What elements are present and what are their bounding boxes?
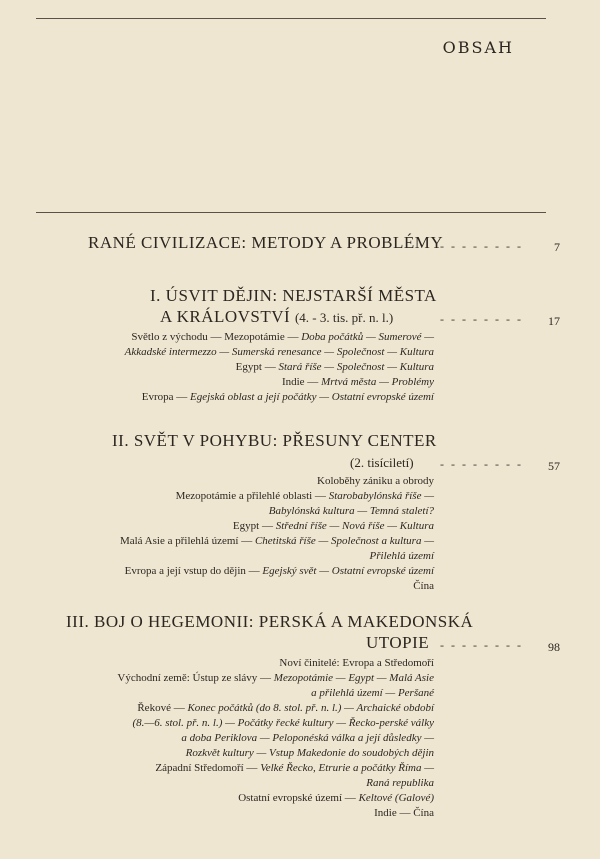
page-number: 57: [548, 459, 560, 473]
toc-entry-title-cont[interactable]: [350, 452, 414, 472]
toc-entry-title[interactable]: II. SVĚT V POHYBU: PŘESUNY CENTER: [112, 431, 437, 450]
toc-subline: Egypt — Stará říše — Společnost — Kultura: [235, 361, 434, 373]
toc-subline: Indie — Čína: [374, 807, 434, 819]
toc-subline: a přilehlá území — Peršané: [311, 687, 434, 699]
toc-entry-title[interactable]: I. ÚSVIT DĚJIN: NEJSTARŠÍ MĚSTA: [150, 286, 437, 305]
toc-entry-title[interactable]: III. BOJ O HEGEMONII: PERSKÁ A MAKEDONSKÁ: [66, 612, 474, 631]
leader-dots: - - - - - - - -: [440, 312, 523, 326]
toc-subline: Ostatní evropské území — Keltové (Galové): [238, 792, 434, 804]
toc-subline: Rozkvět kultury — Vstup Makedonie do soudobých dějin: [185, 747, 434, 759]
page-heading: OBSAH: [442, 38, 514, 57]
title-text: A KRÁLOVSTVÍ: [160, 307, 291, 326]
toc-entry-title-cont[interactable]: [160, 307, 393, 327]
toc-subline: Malá Asie a přilehlá území — Chetitská říše — Společnost a kultura —: [119, 535, 434, 547]
toc-subline: Přilehlá území: [369, 550, 434, 562]
toc-subline: Egypt — Střední říše — Nová říše — Kultura: [232, 520, 434, 532]
toc-subline: Řekové — Konec počátků (do 8. stol. př. n. l.) — Archaické období: [137, 702, 434, 714]
leader-dots: - - - - - - - -: [440, 638, 523, 652]
toc-subline: Mezopotámie a přilehlé oblasti — Starobabylónská říše —: [175, 490, 434, 502]
toc-subline: Evropa a její vstup do dějin — Egejský svět — Ostatní evropské území: [124, 565, 434, 577]
leader-dots: - - - - - - - -: [440, 239, 523, 253]
toc-subline: Raná republika: [366, 777, 434, 789]
page-number: 17: [548, 314, 560, 328]
toc-subline: Akkadské intermezzo — Sumerská renesance — Společnost — Kultura: [124, 346, 434, 358]
title-dates: (4. - 3. tis. př. n. l.): [294, 310, 394, 325]
toc-subline: Babylónská kultura — Temná staletí?: [268, 505, 434, 517]
toc-subline: Světlo z východu — Mezopotámie — Doba počátků — Sumerové —: [131, 331, 434, 343]
page-number: 7: [554, 240, 560, 254]
toc-subline: (8.—6. stol. př. n. l.) — Počátky řecké kultury — Řecko-perské války: [132, 717, 434, 729]
title-dates: (2. tisíciletí): [350, 455, 414, 470]
toc-subline: Noví činitelé: Evropa a Středomoří: [279, 657, 434, 669]
toc-subline: Koloběhy zániku a obrody: [317, 475, 434, 487]
toc-subline: Východní země: Ústup ze slávy — Mezopotámie — Egypt — Malá Asie: [117, 672, 434, 684]
page-number: 98: [548, 640, 560, 654]
top-rule: [36, 18, 546, 19]
toc-subline: Západní Středomoří — Velké Řecko, Etrurie a počátky Říma —: [155, 762, 434, 774]
toc-subline: Indie — Mrtvá města — Problémy: [281, 376, 434, 388]
leader-dots: - - - - - - - -: [440, 457, 523, 471]
toc-entry-title[interactable]: RANÉ CIVILIZACE: METODY A PROBLÉMY: [88, 233, 444, 252]
toc-subline: Evropa — Egejská oblast a její počátky — Ostatní evropské území: [141, 391, 434, 403]
toc-subline: Čína: [413, 580, 434, 592]
toc-entry-title-cont[interactable]: UTOPIE: [366, 633, 430, 652]
divider-rule: [36, 212, 546, 213]
toc-subline: a doba Periklova — Peloponéská válka a její důsledky —: [181, 732, 434, 744]
